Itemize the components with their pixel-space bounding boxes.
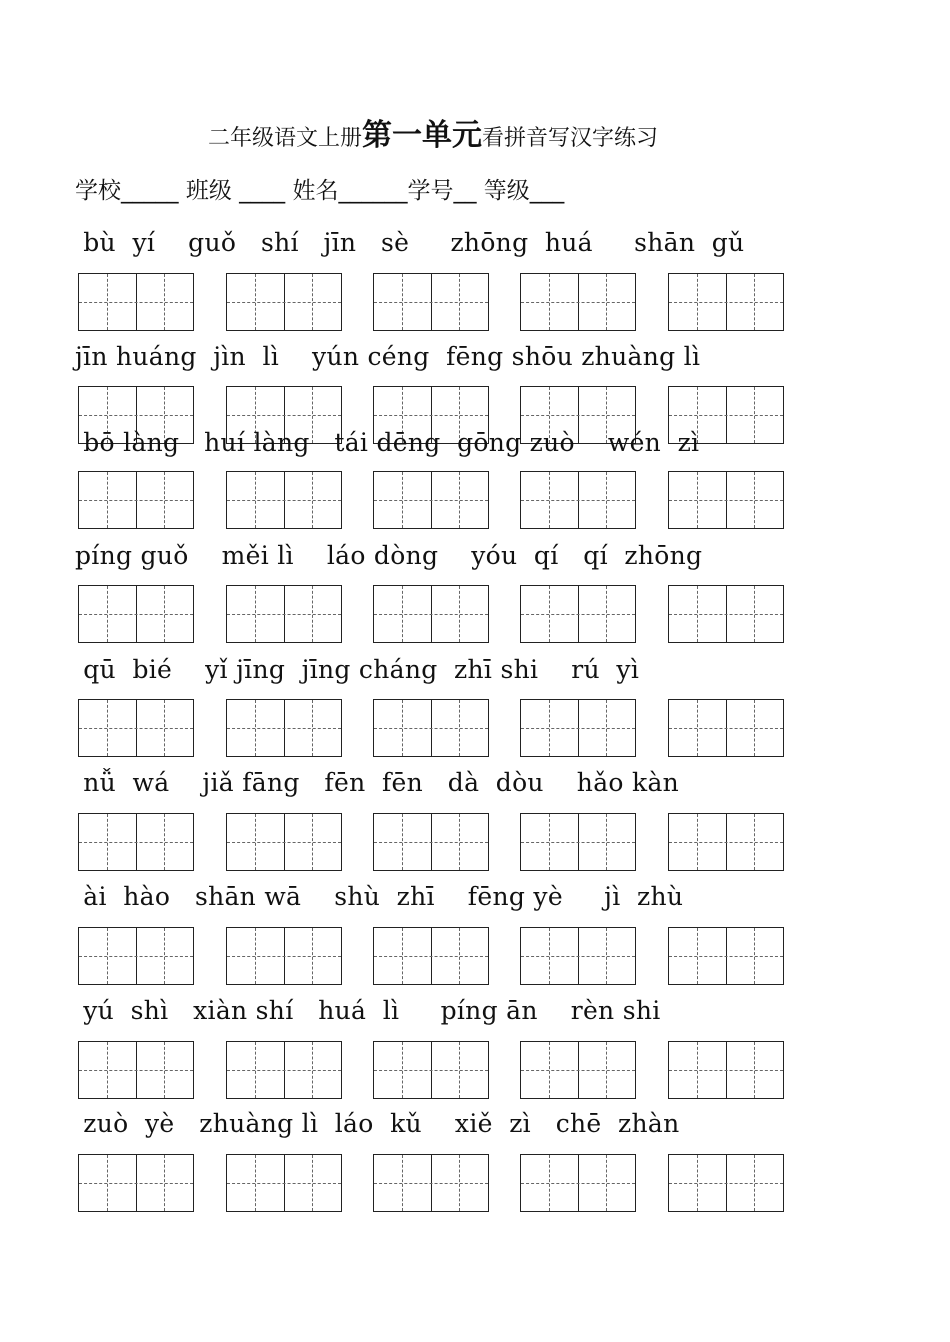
pinyin-row: bō làng huí làng tái dēng gōng zuò wén zì — [75, 428, 700, 457]
pinyin-row: yú shì xiàn shí huá lì píng ān rèn shi — [75, 996, 661, 1025]
character-writing-box[interactable] — [668, 273, 784, 331]
name-field[interactable]: 姓名______ — [292, 178, 408, 204]
character-writing-box[interactable] — [226, 813, 342, 871]
writing-grid-row — [78, 699, 788, 757]
grid-guide-line — [79, 728, 193, 729]
character-writing-box[interactable] — [226, 585, 342, 643]
grid-guide-line — [521, 956, 635, 957]
writing-grid-row — [78, 1154, 788, 1212]
grid-guide-line — [227, 728, 341, 729]
grid-guide-line — [79, 302, 193, 303]
grid-guide-line — [521, 842, 635, 843]
character-writing-box[interactable] — [226, 471, 342, 529]
grade-field[interactable]: 等级___ — [483, 178, 565, 204]
character-writing-box[interactable] — [373, 699, 489, 757]
grid-guide-line — [79, 956, 193, 957]
class-field[interactable]: 班级 ____ — [185, 178, 286, 204]
character-writing-box[interactable] — [78, 471, 194, 529]
character-writing-box[interactable] — [520, 273, 636, 331]
grid-guide-line — [227, 956, 341, 957]
grid-guide-line — [227, 842, 341, 843]
pinyin-row: jīn huáng jìn lì yún céng fēng shōu zhuàng lì — [75, 342, 701, 371]
pinyin-row: qū bié yǐ jīng jīng cháng zhī shi rú yì — [75, 655, 640, 684]
character-writing-box[interactable] — [520, 927, 636, 985]
character-writing-box[interactable] — [78, 927, 194, 985]
grid-guide-line — [374, 614, 488, 615]
character-writing-box[interactable] — [668, 471, 784, 529]
writing-grid-row — [78, 927, 788, 985]
character-writing-box[interactable] — [373, 813, 489, 871]
number-field[interactable]: 学号__ — [407, 178, 477, 204]
pinyin-row: bù yí guǒ shí jīn sè zhōng huá shān gǔ — [75, 228, 745, 257]
grid-guide-line — [521, 728, 635, 729]
character-writing-box[interactable] — [78, 813, 194, 871]
writing-grid-row — [78, 471, 788, 529]
writing-grid-row — [78, 1041, 788, 1099]
character-writing-box[interactable] — [668, 585, 784, 643]
grid-guide-line — [79, 415, 193, 416]
character-writing-box[interactable] — [226, 273, 342, 331]
grid-guide-line — [374, 302, 488, 303]
character-writing-box[interactable] — [373, 273, 489, 331]
grid-guide-line — [521, 1183, 635, 1184]
character-writing-box[interactable] — [520, 471, 636, 529]
grid-guide-line — [521, 302, 635, 303]
character-writing-box[interactable] — [78, 585, 194, 643]
character-writing-box[interactable] — [668, 927, 784, 985]
character-writing-box[interactable] — [668, 813, 784, 871]
grid-guide-line — [79, 842, 193, 843]
student-info-line — [75, 172, 564, 205]
writing-grid-row — [78, 585, 788, 643]
grid-guide-line — [669, 614, 783, 615]
character-writing-box[interactable] — [668, 1154, 784, 1212]
grid-guide-line — [79, 1183, 193, 1184]
grid-guide-line — [374, 500, 488, 501]
grid-guide-line — [374, 415, 488, 416]
character-writing-box[interactable] — [226, 1154, 342, 1212]
pinyin-row: nǚ wá jiǎ fāng fēn fēn dà dòu hǎo kàn — [75, 768, 680, 797]
character-writing-box[interactable] — [78, 699, 194, 757]
grid-guide-line — [227, 415, 341, 416]
grid-guide-line — [669, 415, 783, 416]
character-writing-box[interactable] — [78, 1041, 194, 1099]
grid-guide-line — [374, 956, 488, 957]
grid-guide-line — [227, 1070, 341, 1071]
grid-guide-line — [669, 302, 783, 303]
character-writing-box[interactable] — [226, 927, 342, 985]
grid-guide-line — [79, 1070, 193, 1071]
grid-guide-line — [669, 500, 783, 501]
character-writing-box[interactable] — [226, 699, 342, 757]
grid-guide-line — [374, 1070, 488, 1071]
pinyin-row: píng guǒ měi lì láo dòng yóu qí qí zhōng — [75, 541, 703, 570]
character-writing-box[interactable] — [520, 1154, 636, 1212]
grid-guide-line — [374, 728, 488, 729]
character-writing-box[interactable] — [373, 1154, 489, 1212]
character-writing-box[interactable] — [520, 813, 636, 871]
character-writing-box[interactable] — [520, 699, 636, 757]
grid-guide-line — [521, 614, 635, 615]
grid-guide-line — [669, 956, 783, 957]
character-writing-box[interactable] — [520, 585, 636, 643]
grid-guide-line — [227, 1183, 341, 1184]
grid-guide-line — [227, 500, 341, 501]
grid-guide-line — [669, 728, 783, 729]
grid-guide-line — [521, 415, 635, 416]
pinyin-row: zuò yè zhuàng lì láo kǔ xiě zì chē zhàn — [75, 1109, 680, 1138]
character-writing-box[interactable] — [373, 927, 489, 985]
character-writing-box[interactable] — [373, 471, 489, 529]
title-prefix: 二年级语文上册 — [207, 126, 362, 151]
grid-guide-line — [669, 1183, 783, 1184]
grid-guide-line — [374, 1183, 488, 1184]
writing-grid-row — [78, 273, 788, 331]
grid-guide-line — [227, 302, 341, 303]
title-suffix: 看拼音写汉字练习 — [482, 126, 659, 151]
character-writing-box[interactable] — [668, 1041, 784, 1099]
title-unit: 第一单元 — [362, 118, 482, 153]
character-writing-box[interactable] — [373, 585, 489, 643]
grid-guide-line — [374, 842, 488, 843]
worksheet-title — [0, 110, 866, 154]
character-writing-box[interactable] — [78, 273, 194, 331]
character-writing-box[interactable] — [373, 1041, 489, 1099]
grid-guide-line — [521, 1070, 635, 1071]
character-writing-box[interactable] — [78, 1154, 194, 1212]
character-writing-box[interactable] — [226, 1041, 342, 1099]
grid-guide-line — [79, 500, 193, 501]
grid-guide-line — [227, 614, 341, 615]
pinyin-row: ài hào shān wā shù zhī fēng yè jì zhù — [75, 882, 684, 911]
character-writing-box[interactable] — [520, 1041, 636, 1099]
grid-guide-line — [669, 842, 783, 843]
grid-guide-line — [669, 1070, 783, 1071]
character-writing-box[interactable] — [668, 699, 784, 757]
grid-guide-line — [521, 500, 635, 501]
grid-guide-line — [79, 614, 193, 615]
school-field[interactable]: 学校_____ — [75, 178, 179, 204]
writing-grid-row — [78, 813, 788, 871]
